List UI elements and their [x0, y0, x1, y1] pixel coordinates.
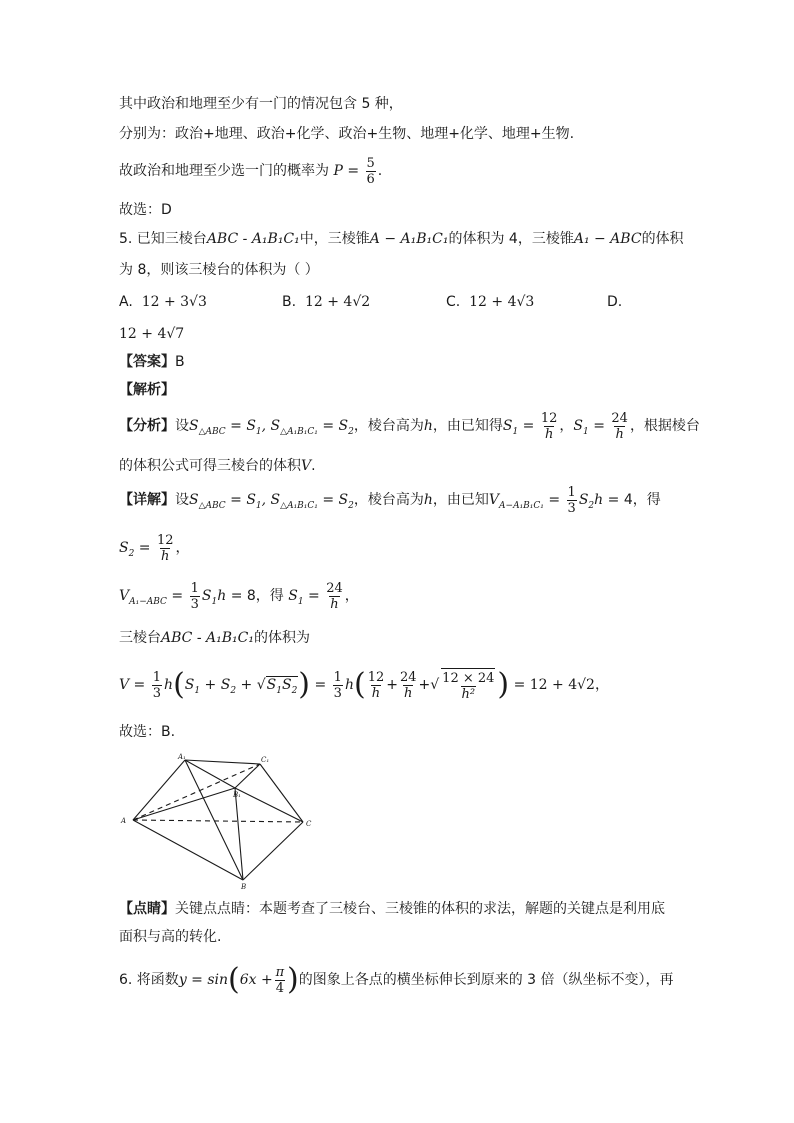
label-b: B: [241, 883, 247, 890]
dianjing-line-2: 面积与高的转化.: [119, 929, 222, 945]
frustum-figure: [115, 750, 325, 890]
text-line-3: 故政治和地理至少选一门的概率为 P = $\frac{5}{6}$ .: [119, 155, 383, 187]
s1-equation: $S_2$ = $\frac{12}{h}$ ，: [119, 532, 190, 564]
label-c1: C₁: [261, 756, 270, 764]
edge-c-c1: [260, 764, 303, 822]
label-a: A: [121, 817, 127, 825]
edge-a1-c1: [185, 760, 260, 764]
edge-b1-c: [235, 788, 303, 822]
edge-a-b: [133, 820, 243, 880]
edge-a-c-hidden: [133, 820, 303, 822]
edge-a1-b: [185, 760, 243, 880]
question-5-line-2: 为 8，则该三棱台的体积为（ ）: [119, 262, 319, 278]
option-d-value: 12 + 4√7: [119, 326, 185, 342]
answer-d-line: 故选：D: [119, 202, 172, 218]
label-c: C: [306, 820, 312, 828]
guxuan-b-line: 故选：B.: [119, 724, 176, 740]
v-a1-abc-equation: $V_{A_1-ABC}$ = $\frac{1}{3}$ $S_1h = 8$，得 $S_1$ = $\frac{24}{h}$ ，: [119, 580, 359, 612]
option-d-label: D.: [607, 294, 623, 310]
text-line-2: 分别为：政治+地理、政治+化学、政治+生物、地理+化学、地理+生物.: [119, 126, 575, 142]
answer-line: 【答案】B: [119, 354, 185, 370]
text-line-1: 其中政治和地理至少有一门的情况包含 5 种，: [119, 96, 403, 112]
question-5-line-1: 5. 已知三棱台ABC - A₁B₁C₁中，三棱锥A − A₁B₁C₁的体积为 4，三棱锥A₁ − ABC的体积: [119, 231, 684, 247]
xiangjie-line-1: 【详解】设$S_{\triangle ABC} = S_1$, $S_{\triangle A_1B_1C_1} = S_2$，棱台高为h，由已知$V_{A-A_1B_1C_1}$ = $\frac{1}{3}$ $S_2h = 4$，得: [119, 484, 661, 516]
fenxi-line-2: 的体积公式可得三棱台的体积V.: [119, 458, 316, 474]
edge-b-c: [243, 822, 303, 880]
final-volume-equation: V = $\frac{1}{3}$ $h(S_1 + S_2 + √S_1S_2)$ = $\frac{1}{3}$ h( $\frac{12}{h}$ + $\frac{24}{h}$ +√ $\frac{12 \times 24}{\text{h²}}$ ) = 12 + 4√2，: [119, 667, 609, 702]
option-a: A. 12 + 3√3: [119, 294, 207, 310]
option-b: B. 12 + 4√2: [282, 294, 371, 310]
edge-b1-c1: [235, 764, 260, 788]
fenxi-line-1: 【分析】设$S_{\triangle ABC} = S_1$, $S_{\triangle A_1B_1C_1} = S_2$，棱台高为h，由已知得$S_1$ = $\frac{12}{h}$ ，$S_1$ = $\frac{24}{h}$ ，根据棱台: [119, 410, 700, 442]
question-6-line: 6. 将函数y = sin(6x + $\frac{\pi}{4}$ )的图象上各点的横坐标伸长到原来的 3 倍（纵坐标不变），再: [119, 962, 674, 997]
edge-a-a1: [133, 760, 185, 820]
edge-a1-b1: [185, 760, 235, 788]
label-a1: A₁: [178, 753, 186, 761]
label-b1: B₁: [233, 791, 241, 799]
edge-a-b1: [133, 788, 235, 820]
fraction-5-6: $\frac{5}{6}$: [366, 155, 375, 187]
analysis-heading: 【解析】: [119, 382, 175, 398]
option-c: C. 12 + 4√3: [446, 294, 535, 310]
dianjing-line-1: 【点睛】关键点点睛：本题考查了三棱台、三棱锥的体积的求法，解题的关键点是利用底: [119, 901, 665, 917]
sanleng-volume-line: 三棱台ABC - A₁B₁C₁的体积为: [119, 630, 310, 646]
